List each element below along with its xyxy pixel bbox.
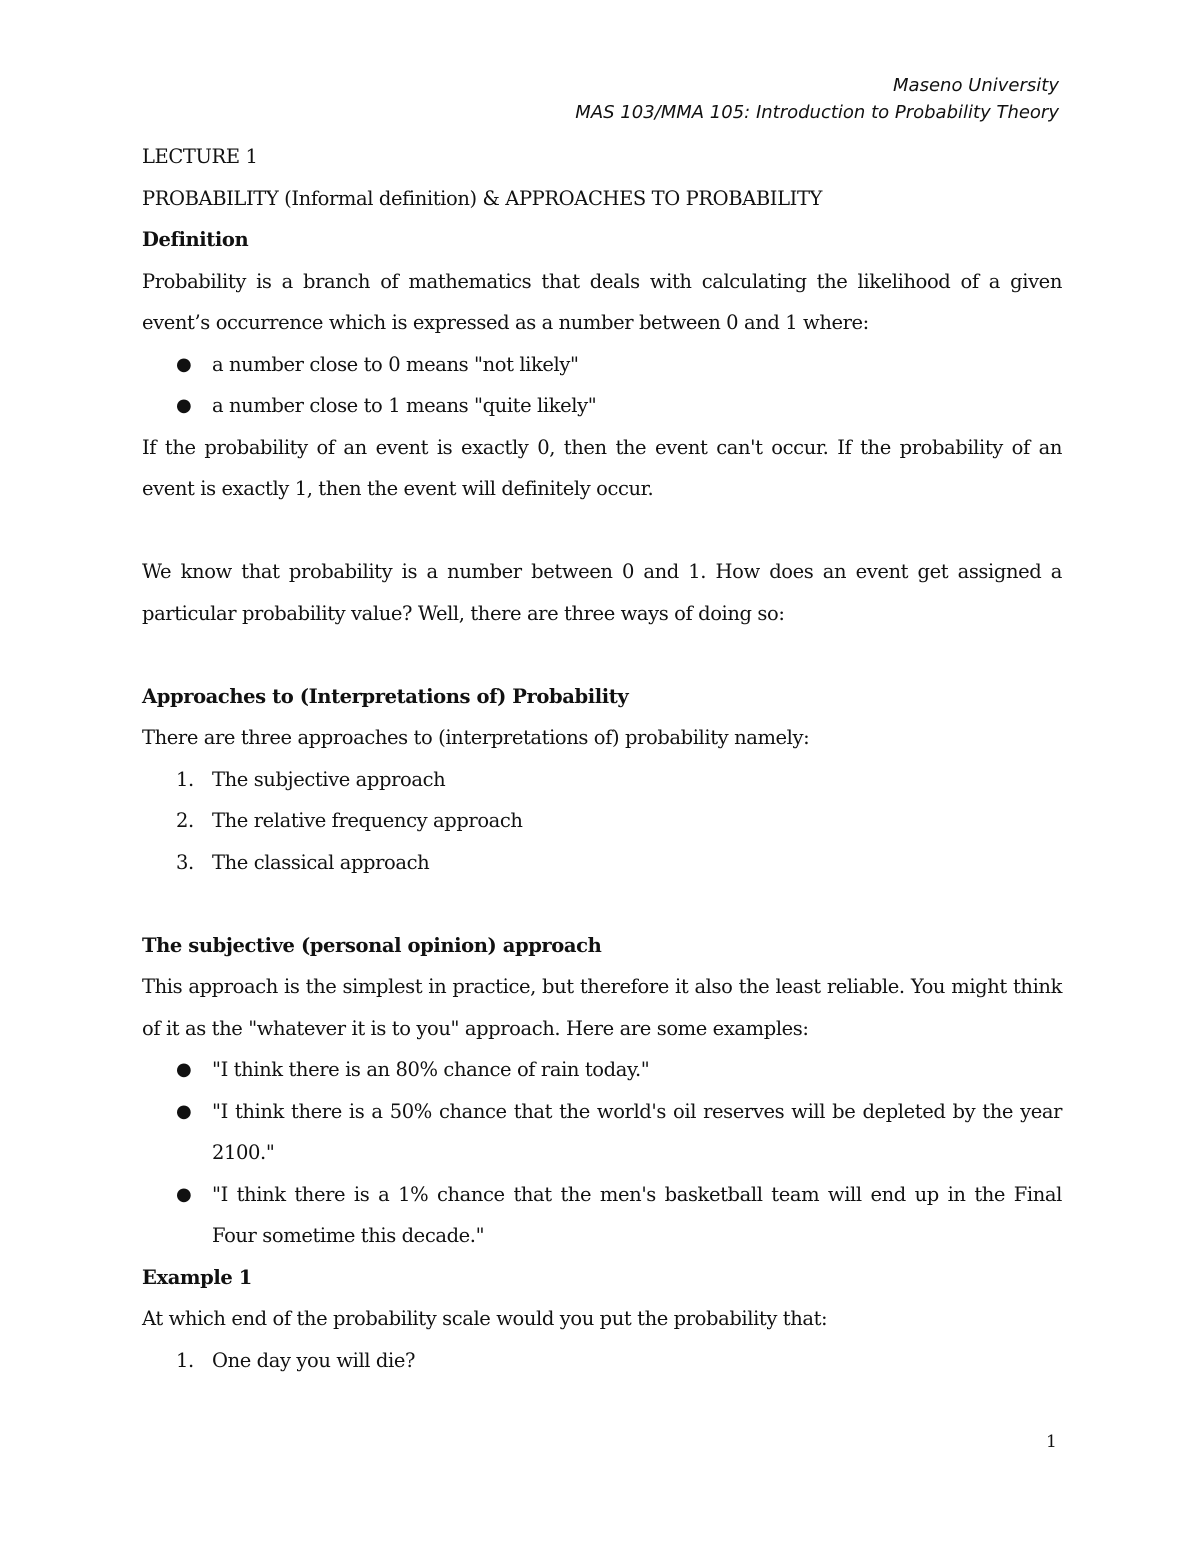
list-item (142, 344, 1062, 386)
list-number: 1. (176, 1348, 194, 1372)
approaches-heading: Approaches to (Interpretations of) Probability (142, 684, 629, 708)
intro-paragraph: We know that probability is a number between 0 and 1. How does an event get assigned a particular probability value? Well, there are three ways of doing so: (142, 560, 1062, 625)
example-paragraph: At which end of the probability scale would you put the probability that: (142, 1307, 828, 1330)
definition-paragraph: Probability is a branch of mathematics that deals with calculating the likelihood of a given event’s occurrence which is expressed as a number between 0 and 1 where: (142, 269, 1062, 334)
list-item (142, 1091, 1062, 1174)
spacer (142, 883, 1062, 925)
page-header (575, 72, 1059, 126)
definition-heading: Definition (142, 228, 249, 251)
spacer (142, 510, 1062, 552)
list-item (142, 1049, 1062, 1091)
bullet-icon: ● (176, 1059, 192, 1080)
list-item-text: The relative frequency approach (212, 809, 523, 832)
list-item-text: "I think there is a 50% chance that the world's oil reserves will be depleted by the year 2100." (212, 1099, 1062, 1164)
example-heading: Example 1 (142, 1265, 252, 1289)
list-item-text: a number close to 0 means "not likely" (212, 352, 579, 376)
subjective-examples-list (142, 1049, 1062, 1257)
bullet-icon: ● (176, 353, 192, 375)
approaches-paragraph: There are three approaches to (interpretations of) probability namely: (142, 726, 810, 749)
bullet-icon: ● (176, 1183, 192, 1205)
bullet-icon: ● (176, 1100, 192, 1122)
list-item-text: The classical approach (212, 850, 430, 874)
lecture-label: LECTURE 1 (142, 145, 258, 168)
subjective-heading: The subjective (personal opinion) approach (142, 933, 602, 957)
list-item (142, 1174, 1062, 1257)
list-number: 2. (176, 809, 194, 832)
list-number: 3. (176, 850, 194, 874)
document-body (142, 136, 1062, 1381)
header-institution: Maseno University (893, 75, 1059, 96)
list-item-text: a number close to 1 means "quite likely" (212, 394, 597, 417)
list-item (142, 800, 1062, 842)
list-item (142, 1340, 1062, 1382)
list-item-text: One day you will die? (212, 1348, 416, 1372)
list-item-text: The subjective approach (212, 767, 446, 791)
list-item (142, 842, 1062, 884)
list-item (142, 385, 1062, 427)
list-item-text: "I think there is an 80% chance of rain today." (212, 1058, 650, 1081)
subjective-paragraph: This approach is the simplest in practice, but therefore it also the least reliable. You might think of it as the "whatever it is to you" approach. Here are some examples: (142, 975, 1062, 1040)
list-number: 1. (176, 767, 194, 791)
main-title: PROBABILITY (Informal definition) & APPROACHES TO PROBABILITY (142, 186, 823, 210)
spacer (142, 634, 1062, 676)
list-item-text: "I think there is a 1% chance that the men's basketball team will end up in the Final Four sometime this decade." (212, 1182, 1062, 1247)
bullet-icon: ● (176, 395, 192, 416)
definition-bullet-list (142, 344, 1062, 427)
approaches-list (142, 759, 1062, 884)
example-question-list (142, 1340, 1062, 1382)
header-course: MAS 103/MMA 105: Introduction to Probability Theory (575, 102, 1059, 123)
list-item (142, 759, 1062, 801)
page-number: 1 (1046, 1432, 1057, 1452)
definition-paragraph-2: If the probability of an event is exactly 0, then the event can't occur. If the probability of an event is exactly 1, then the event will definitely occur. (142, 435, 1062, 500)
